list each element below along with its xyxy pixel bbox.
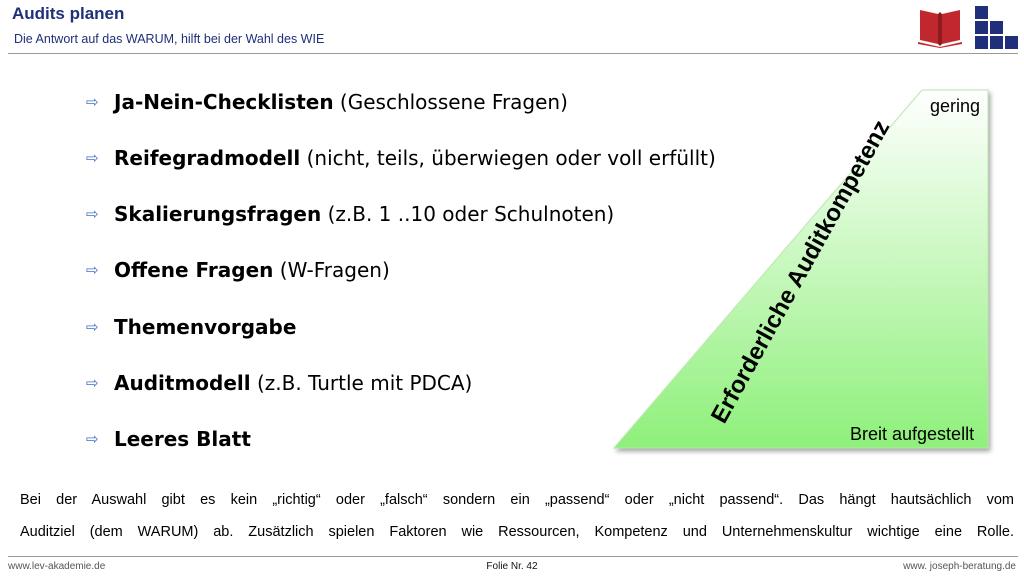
arrow-right-icon: ⇨	[86, 149, 99, 167]
list-item: ⇨ Reifegradmodell (nicht, teils, überwiegen oder voll erfüllt)	[86, 146, 716, 170]
triangle-bottom-label: Breit aufgestellt	[850, 424, 975, 444]
list-item: ⇨ Offene Fragen (W-Fragen)	[86, 258, 390, 282]
footer-divider	[8, 556, 1018, 557]
arrow-right-icon: ⇨	[86, 93, 99, 111]
footer-left-link: www.lev-akademie.de	[8, 561, 106, 572]
arrow-right-icon: ⇨	[86, 374, 99, 392]
summary-line: Auditziel (dem WARUM) ab. Zusätzlich spielen Faktoren wie Ressourcen, Kompetenz und Unternehmenskultur wichtige eine Rolle.	[20, 524, 1014, 540]
arrow-right-icon: ⇨	[86, 318, 99, 336]
triangle-top-label: gering	[930, 96, 981, 116]
summary-paragraph	[20, 484, 1014, 548]
list-item: ⇨ Skalierungsfragen (z.B. 1 ..10 oder Schulnoten)	[86, 202, 615, 226]
open-book-icon	[918, 6, 962, 48]
arrow-right-icon: ⇨	[86, 205, 99, 223]
page-subtitle: Die Antwort auf das WARUM, hilft bei der Wahl des WIE	[14, 32, 325, 46]
slide-number: Folie Nr. 42	[486, 561, 538, 572]
header-divider	[8, 53, 1018, 54]
list-item: ⇨ Ja-Nein-Checklisten (Geschlossene Fragen)	[86, 90, 568, 114]
footer-right-link: www. joseph-beratung.de	[903, 561, 1016, 572]
arrow-right-icon: ⇨	[86, 430, 99, 448]
list-item: ⇨ Leeres Blatt	[86, 427, 251, 451]
summary-line: Bei der Auswahl gibt es kein „richtig“ oder „falsch“ sondern ein „passend“ oder „nicht passend“. Das hängt hautsächlich vom	[20, 492, 1014, 508]
page-title: Audits planen	[12, 4, 125, 23]
list-item: ⇨ Themenvorgabe	[86, 315, 297, 339]
list-item: ⇨ Auditmodell (z.B. Turtle mit PDCA)	[86, 371, 473, 395]
arrow-right-icon: ⇨	[86, 261, 99, 279]
stacked-blocks-icon	[973, 4, 1019, 50]
triangle-axis-label: Erforderliche Auditkompetenz	[705, 115, 896, 428]
